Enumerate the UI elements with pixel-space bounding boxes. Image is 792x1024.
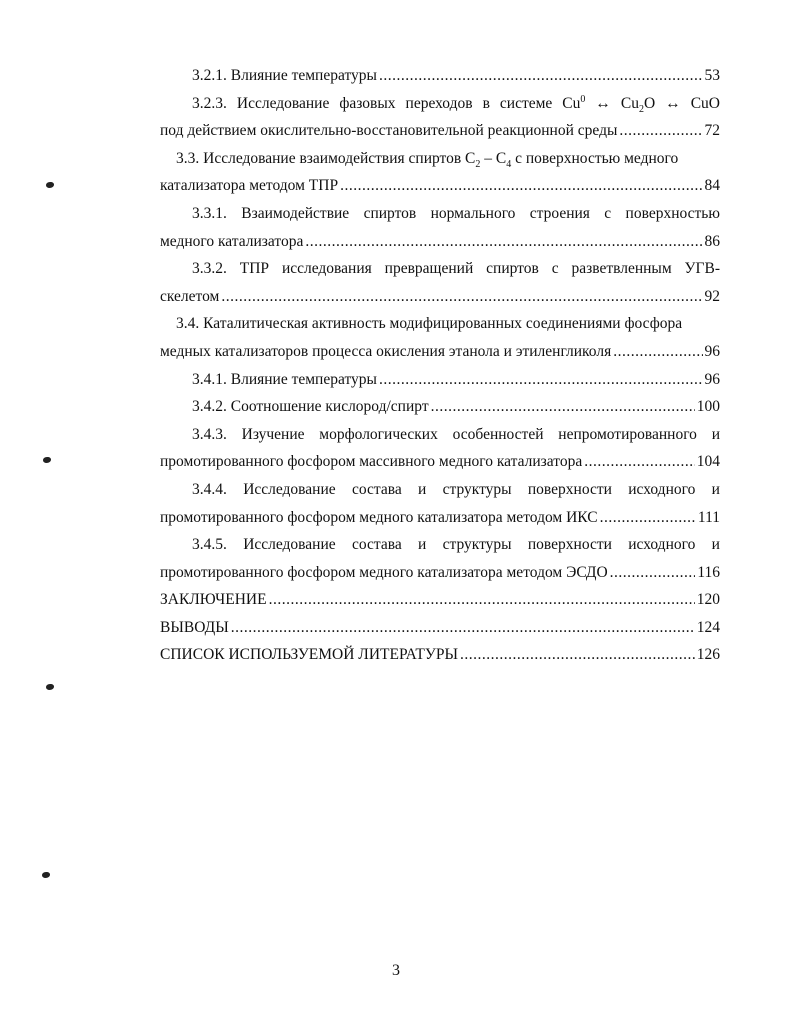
formula-cu2o: $Cu_2O$	[620, 94, 656, 115]
toc-page-number: 100	[696, 398, 720, 416]
binding-hole-mark	[46, 684, 54, 690]
toc-entry-3-4-3: 3.4.3. Изучение морфологических особенностей непромотированного и промотированного фосфором массивного медного катализатора ..... 104	[0, 421, 792, 476]
toc-entry-3-3-1: 3.3.1. Взаимодействие спиртов нормального строения с поверхностью медного катализатора ..... 86	[0, 200, 792, 255]
toc-page-number: 53	[704, 67, 720, 84]
page-number: 3	[392, 962, 400, 979]
equilibrium-arrow: ↔	[595, 94, 611, 112]
toc-page-number: 116	[697, 563, 720, 581]
toc-page-number: 111	[697, 508, 720, 526]
formula-cuo: CuO	[690, 94, 720, 112]
toc-page-number: 124	[696, 618, 720, 636]
toc-entry-findings: ВЫВОДЫ ..... 124	[0, 614, 792, 642]
toc-page-number: 86	[704, 232, 720, 250]
toc-entry-references: СПИСОК ИСПОЛЬЗУЕМОЙ ЛИТЕРАТУРЫ ..... 126	[0, 641, 792, 669]
binding-hole-mark	[42, 872, 50, 878]
toc-entry-3-2-3: 3.2.3. Исследование фазовых переходов в системе Cu$^0$ ↔ $Cu_2O$ ↔ CuO под действием окислительно-восстановительной реакционной среды ..... 72	[0, 90, 792, 145]
toc-page-number: 72	[704, 122, 720, 140]
toc-entry-3-4-4: 3.4.4. Исследование состава и структуры поверхности исходного и промотированного фосфором медного катализатора методом ИКС ..... 111	[0, 476, 792, 531]
toc-page-number: 84	[704, 177, 720, 195]
toc-page-number: 104	[696, 453, 720, 471]
toc-entry-conclusion: ЗАКЛЮЧЕНИЕ ..... 120	[0, 586, 792, 614]
formula-cu: Cu$^0$	[562, 93, 586, 112]
toc-entry-3-4-1: 3.4.1. Влияние температуры ..... 96	[0, 366, 792, 394]
toc-entry-3-3-2: 3.3.2. ТПР исследования превращений спиртов с разветвленным УГВ- скелетом ..... 92	[0, 255, 792, 310]
toc-page-number: 92	[704, 287, 720, 305]
equilibrium-arrow: ↔	[665, 94, 681, 112]
toc-page-number: 96	[704, 342, 720, 360]
toc-page-number: 120	[696, 591, 720, 609]
toc-entry-3-4-5: 3.4.5. Исследование состава и структуры поверхности исходного и промотированного фосфором медного катализатора методом ЭСДО ..... 116	[0, 531, 792, 586]
toc-page-number: 96	[704, 370, 720, 388]
toc-entry-3-4-2: 3.4.2. Соотношение кислород/спирт ..... 100	[0, 393, 792, 421]
toc-entry-3-2-1: 3.2.1. Влияние температуры ..... 53	[0, 62, 792, 90]
table-of-contents	[0, 62, 792, 669]
toc-entry-3-4: 3.4. Каталитическая активность модифицированных соединениями фосфора медных катализаторов процесса окисления этанола и этиленгликоля ..... 96	[0, 310, 792, 365]
toc-page-number: 126	[696, 646, 720, 664]
toc-entry-3-3: 3.3. Исследование взаимодействия спиртов $C_2 - C_4$ с поверхностью медного катализатора методом ТПР ..... 84	[0, 145, 792, 200]
